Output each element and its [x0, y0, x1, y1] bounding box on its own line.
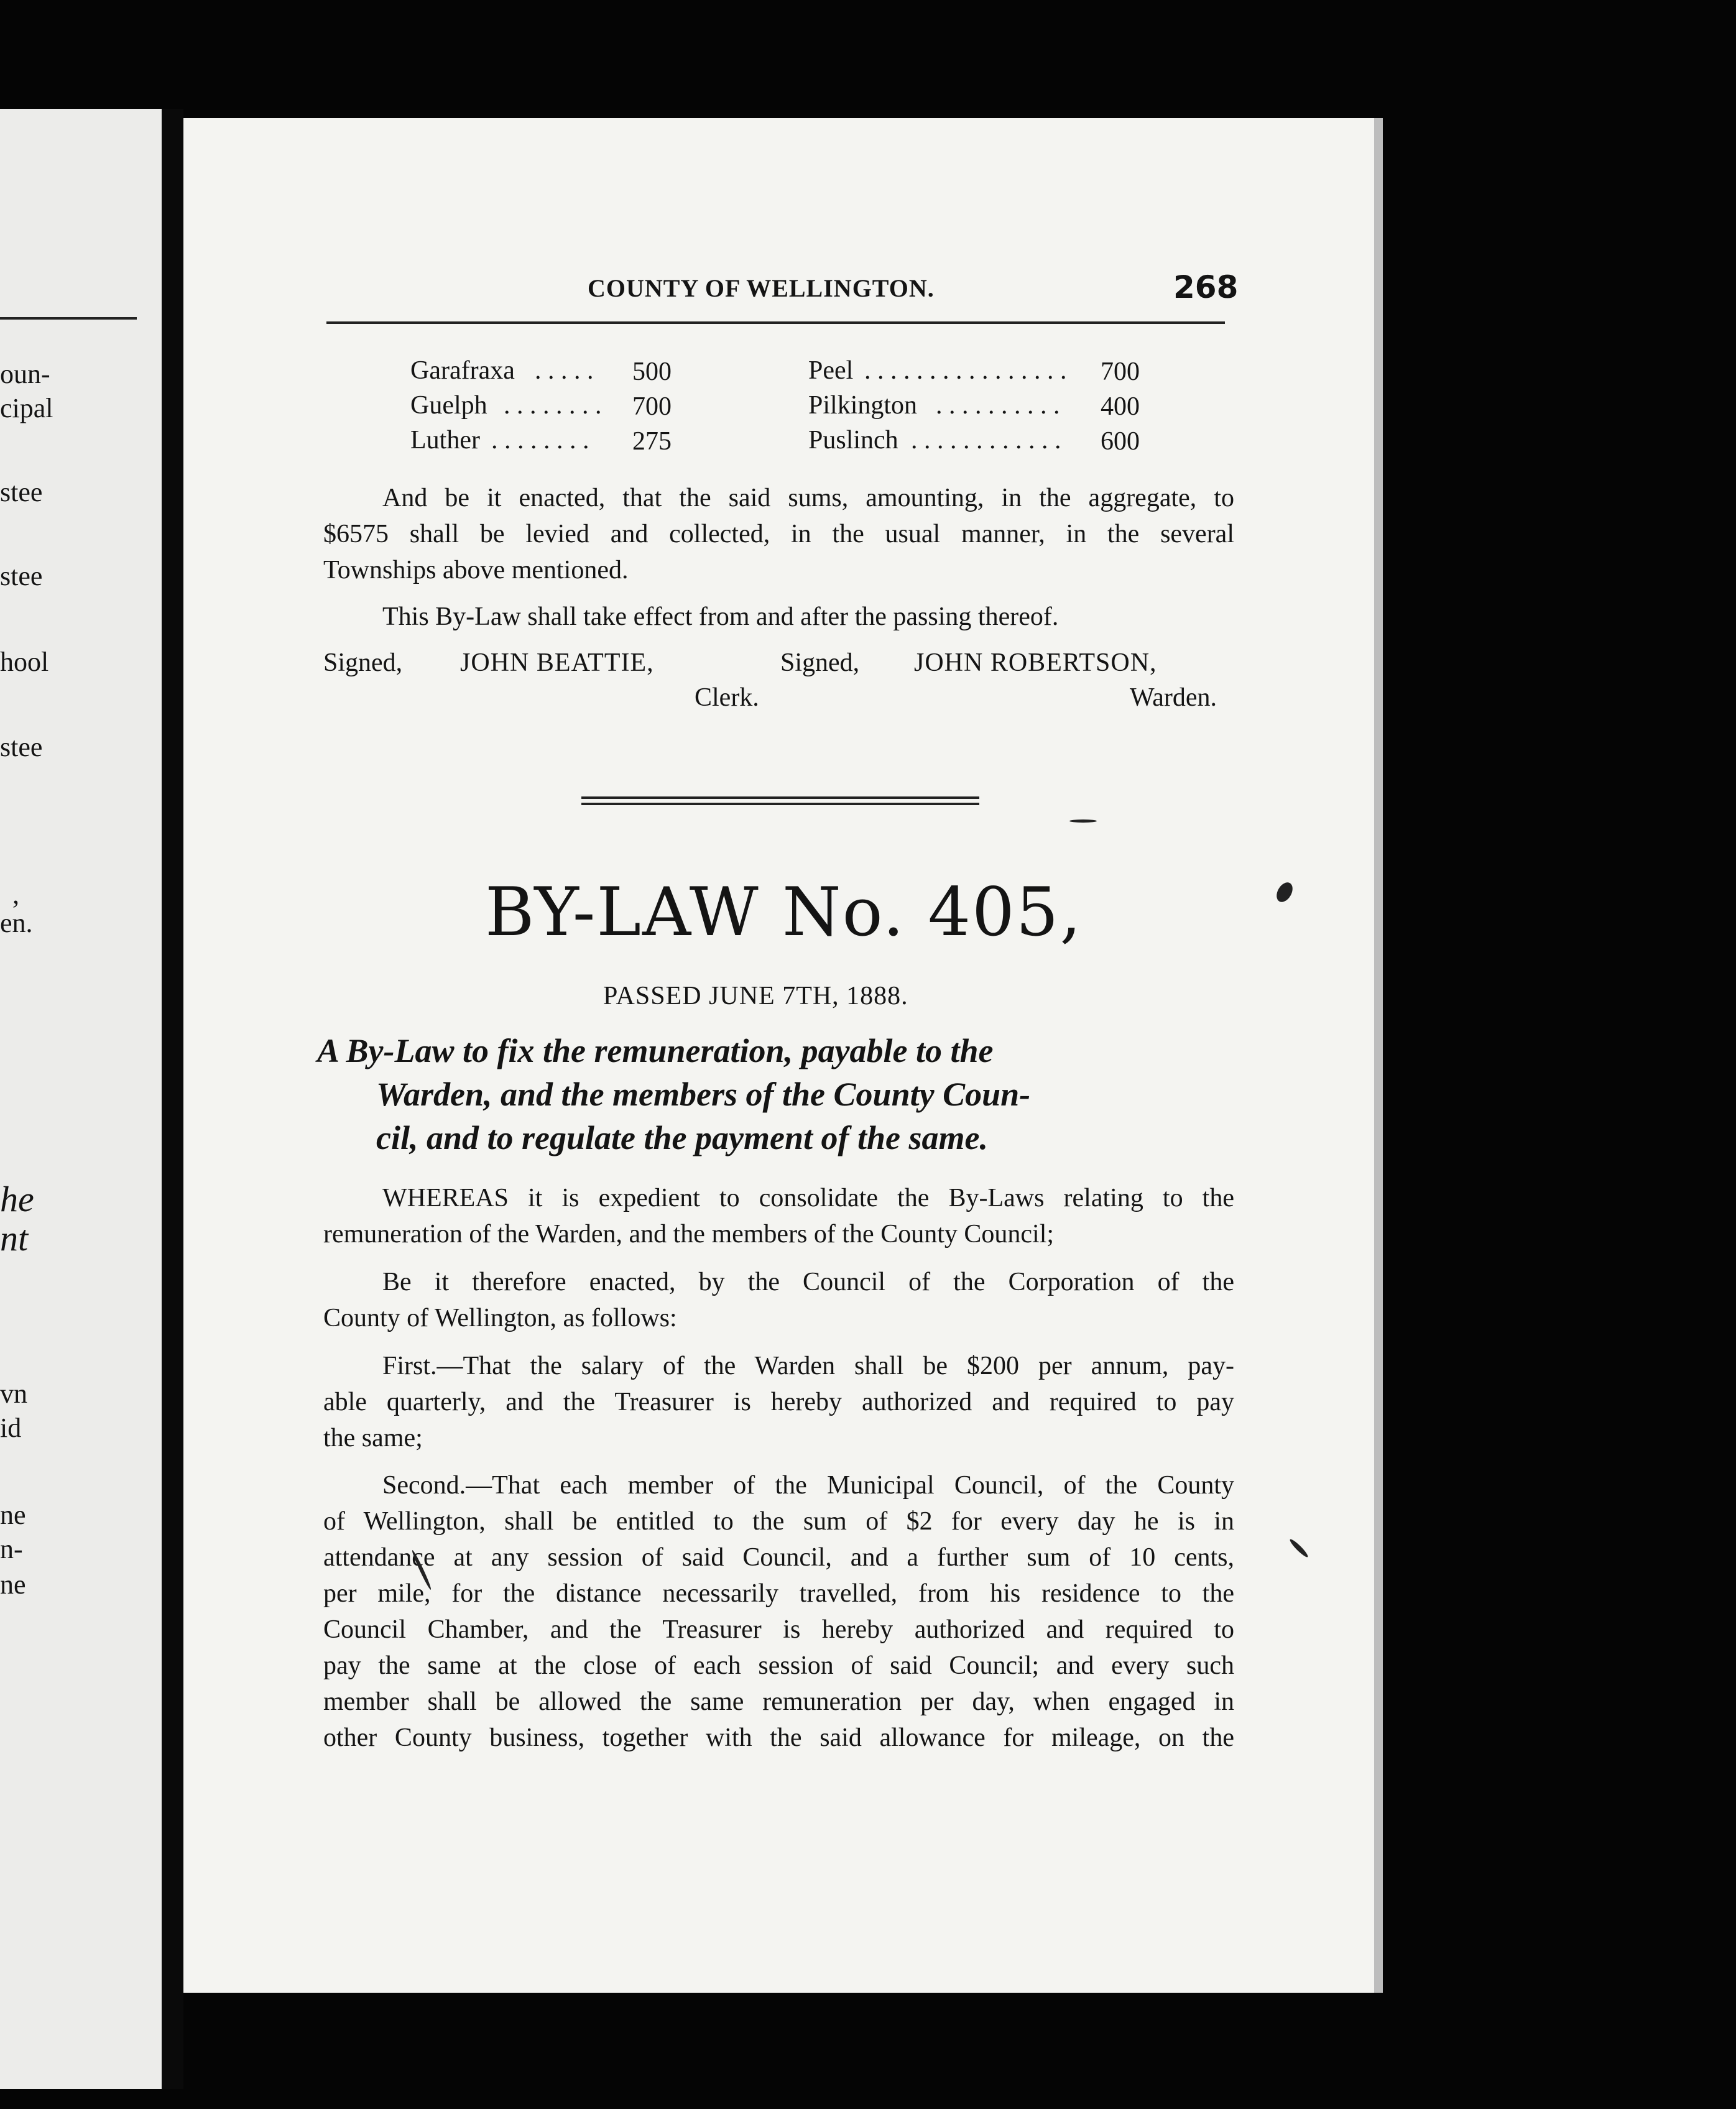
book-gutter	[162, 109, 183, 2089]
clerk-name: JOHN BEATTIE,	[460, 648, 654, 677]
township-amount: 700	[632, 392, 672, 421]
scan-speck	[1288, 1538, 1309, 1559]
left-fragment: n-	[0, 1534, 23, 1564]
left-fragment: vn	[0, 1378, 27, 1409]
text-line: County of Wellington, as follows:	[323, 1304, 677, 1332]
dot-leader: . . . . . . . . . . . . . . . .	[864, 356, 1067, 385]
text-line: other County business, together with the said allowance for mileage, on the	[323, 1724, 1234, 1752]
left-fragment: stee	[0, 732, 43, 762]
left-fragment: ne	[0, 1500, 26, 1530]
text-line: Second.—That each member of the Municipal Council, of the County	[382, 1471, 1234, 1500]
section-divider	[581, 796, 979, 805]
dot-leader: . . . . . . . .	[504, 391, 602, 420]
second-clause-paragraph	[323, 1467, 1234, 1756]
preamble-line: A By-Law to fix the remuneration, payable to the	[317, 1032, 994, 1069]
left-fragment: nt	[0, 1218, 29, 1258]
text-line: of Wellington, shall be entitled to the sum of $2 for every day he is in	[323, 1507, 1234, 1536]
page-number: 268	[1173, 269, 1239, 305]
left-fragment: stee	[0, 477, 43, 507]
clerk-title: Clerk.	[695, 683, 759, 712]
effect-paragraph: This By-Law shall take effect from and after the passing thereof.	[382, 602, 1059, 631]
text-line: And be it enacted, that the said sums, amounting, in the aggregate, to	[382, 484, 1234, 512]
left-fragment: hool	[0, 647, 49, 677]
text-line: First.—That the salary of the Warden shall be $200 per annum, pay-	[382, 1352, 1234, 1380]
township-amount: 500	[632, 358, 672, 386]
bylaw-preamble	[317, 1029, 1237, 1160]
township-amount: 400	[1101, 392, 1140, 421]
left-page-rule	[0, 317, 137, 320]
preamble-line: cil, and to regulate the payment of the same.	[376, 1119, 988, 1156]
left-fragment: ne	[0, 1569, 26, 1600]
left-fragment: ,	[12, 879, 19, 910]
text-line: per mile, for the distance necessarily travelled, from his residence to the	[323, 1579, 1234, 1608]
township-amount: 275	[632, 427, 672, 456]
left-fragment: id	[0, 1413, 22, 1443]
text-line: Council Chamber, and the Treasurer is hereby authorized and required to	[323, 1615, 1234, 1644]
scan-speck	[1069, 819, 1097, 823]
whereas-paragraph	[323, 1180, 1234, 1252]
enactment-paragraph	[323, 1264, 1234, 1336]
dot-leader: . . . . .	[535, 356, 594, 385]
township-name: Peel	[808, 356, 854, 385]
document-page	[183, 118, 1383, 1993]
left-fragment: cipal	[0, 393, 53, 423]
bylaw-title: BY-LAW No. 405,	[485, 874, 1083, 951]
left-page-fragment	[0, 109, 162, 2089]
text-line: WHEREAS it is expedient to consolidate the By-Laws relating to the	[382, 1184, 1234, 1212]
text-line: Be it therefore enacted, by the Council of the Corporation of the	[382, 1268, 1234, 1296]
text-line: able quarterly, and the Treasurer is hereby authorized and required to pay	[323, 1388, 1234, 1416]
text-line: the same;	[323, 1424, 423, 1452]
header-rule	[326, 321, 1225, 324]
left-fragment: en.	[0, 908, 33, 938]
signed-label: Signed,	[323, 648, 403, 677]
left-fragment: oun-	[0, 359, 50, 389]
township-amount: 600	[1101, 427, 1140, 456]
township-amount: 700	[1101, 358, 1140, 386]
dot-leader: . . . . . . . . . .	[936, 391, 1060, 420]
township-name: Guelph	[410, 391, 487, 420]
text-line: Townships above mentioned.	[323, 556, 629, 584]
running-header: COUNTY OF WELLINGTON.	[588, 274, 935, 302]
township-name: Luther	[410, 426, 480, 455]
township-name: Puslinch	[808, 426, 898, 455]
signed-label: Signed,	[780, 648, 860, 677]
preamble-line: Warden, and the members of the County Coun-	[376, 1076, 1031, 1113]
dot-leader: . . . . . . . . . . . .	[911, 426, 1061, 455]
text-line: remuneration of the Warden, and the members of the County Council;	[323, 1220, 1055, 1248]
township-name: Pilkington	[808, 391, 918, 420]
township-name: Garafraxa	[410, 356, 515, 385]
warden-name: JOHN ROBERTSON,	[914, 648, 1157, 677]
text-line: $6575 shall be levied and collected, in the usual manner, in the several	[323, 520, 1234, 548]
left-fragment: he	[0, 1179, 34, 1219]
text-line: attendance at any session of said Council, and a further sum of 10 cents,	[323, 1543, 1234, 1572]
enact-paragraph	[323, 480, 1234, 588]
text-line: pay the same at the close of each session of said Council; and every such	[323, 1651, 1234, 1680]
dot-leader: . . . . . . . .	[491, 426, 589, 455]
scan-speck	[1273, 880, 1296, 905]
warden-title: Warden.	[1130, 683, 1217, 712]
passed-date: PASSED JUNE 7TH, 1888.	[603, 982, 908, 1010]
first-clause-paragraph	[323, 1348, 1234, 1456]
left-fragment: stee	[0, 561, 43, 591]
text-line: member shall be allowed the same remuneration per day, when engaged in	[323, 1687, 1234, 1716]
